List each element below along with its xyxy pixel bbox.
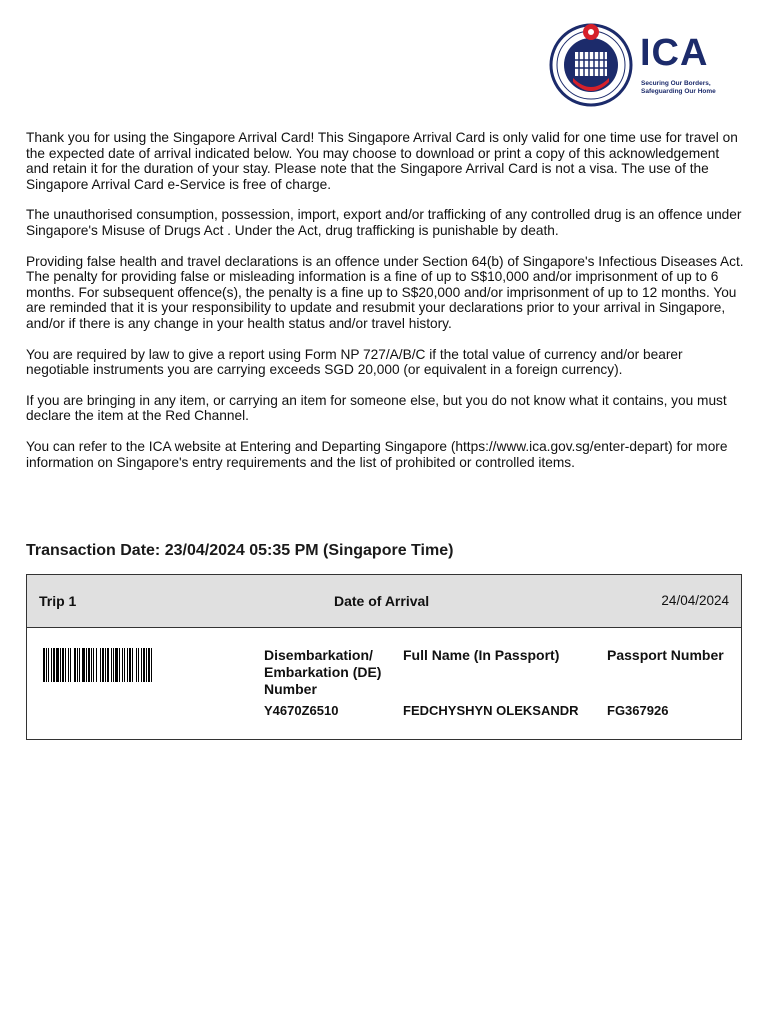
notice-paragraph-red-channel: If you are bringing in any item, or carrying an item for someone else, but you do not know what it contains, you must declare the item at the Red Channel. [26,392,727,424]
notice-paragraph-arrival-card: Thank you for using the Singapore Arrival Card! This Singapore Arrival Card is only valid for one time use for travel on the expected date of arrival indicated below. You may choose to download or print a copy of this acknowledgement and retain it for the duration of your stay. Please note that the Singapore Arrival Card is not a visa. The use of the Singapore Arrival Card e-Service is free of charge. [26,130,738,192]
notice-paragraph-health-declaration: Providing false health and travel declarations is an offence under Section 64(b) of Singapore's Infectious Diseases Act. The penalty for providing false or misleading information is a fine of up to S$10,000 and/or imprisonment of up to 6 months. For subsequent offence(s), the penalty is a fine up to S$20,000 and/or imprisonment of up to 12 months. You are reminded that it is your responsibility to update and resubmit your declarations prior to your arrival in Singapore, and/or if there is any change in your health status and/or travel history. [26,253,744,331]
date-of-arrival-label: Date of Arrival [334,593,430,609]
ica-tagline-line1: Securing Our Borders, [641,80,711,87]
trip-label: Trip 1 [39,593,77,609]
trip-details [27,628,741,739]
passport-number-value: FG367926 [607,703,669,718]
transaction-date: Transaction Date: 23/04/2024 05:35 PM (Singapore Time) [26,542,454,559]
trip-table [26,574,742,740]
notice-paragraph-ica-website: You can refer to the ICA website at Entering and Departing Singapore (https://www.ica.gov.sg/enter-depart) for more information on Singapore's entry requirements and the list of prohibited or controlled items. [26,438,728,470]
passport-number-label: Passport Number [607,647,724,663]
notice-paragraph-currency: You are required by law to give a report using Form NP 727/A/B/C if the total value of currency and/or bearer negotiable instruments you are carrying exceeds SGD 20,000 (or equivalent in a foreign currency). [26,346,683,378]
barcode [43,648,191,682]
ica-tagline-line2: Safeguarding Our Home [641,88,716,95]
de-number-label: Disembarkation/ Embarkation (DE) Number [264,647,382,697]
notice-paragraph-drugs: The unauthorised consumption, possession, import, export and/or trafficking of any controlled drug is an offence under Singapore's Misuse of Drugs Act . Under the Act, drug trafficking is punishable by death. [26,207,742,238]
ica-tagline [641,80,741,96]
trip-header [27,575,741,628]
notice-content [26,130,744,485]
ica-wordmark: ICA [640,32,709,74]
full-name-value: FEDCHYSHYN OLEKSANDR [403,703,579,718]
date-of-arrival-value: 24/04/2024 [661,593,729,608]
full-name-label: Full Name (In Passport) [403,647,560,663]
ica-crest-icon [548,22,634,108]
de-number-value: Y4670Z6510 [264,703,339,718]
ica-logo [548,22,744,108]
